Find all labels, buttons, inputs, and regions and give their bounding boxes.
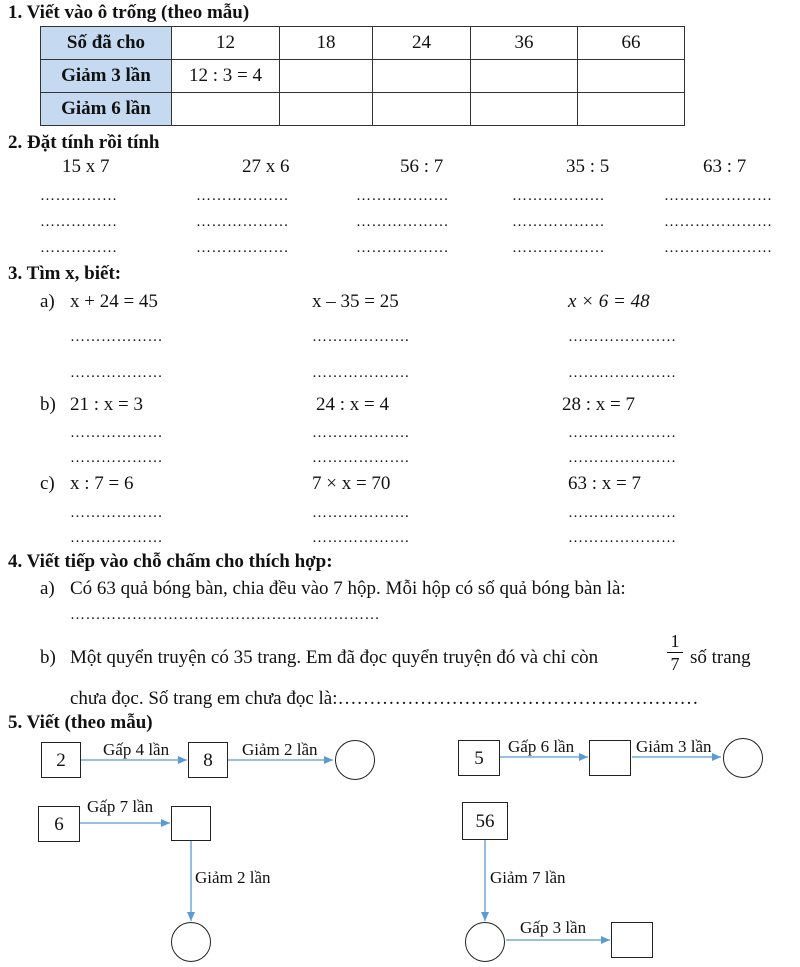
answer-circle[interactable] — [171, 922, 211, 962]
answer-dots[interactable]: ……………… — [196, 188, 289, 204]
answer-dots[interactable]: ………………. — [312, 365, 410, 381]
part-label-b: b) — [40, 647, 56, 668]
answer-dots[interactable]: ……………… — [70, 425, 163, 441]
operation-label: Gấp 3 lần — [520, 918, 587, 937]
equation: x : 7 = 6 — [70, 473, 134, 494]
answer-dots[interactable]: …………… — [40, 188, 118, 204]
answer-dots[interactable]: ……………… — [512, 214, 605, 230]
problem-1: 15 x 7 — [62, 156, 110, 177]
operation-label: Gấp 4 lần — [103, 740, 170, 759]
equation: 7 × x = 70 — [312, 473, 391, 494]
number-box: 6 — [38, 806, 80, 842]
row-header: Giảm 3 lần — [41, 60, 172, 93]
row-header: Giảm 6 lần — [41, 93, 172, 126]
answer-dots[interactable]: ……………… — [196, 214, 289, 230]
table-cell: 36 — [471, 27, 578, 60]
answer-box[interactable] — [611, 922, 653, 958]
answer-dots[interactable]: ……………… — [196, 240, 289, 256]
operation-label: Giảm 7 lần — [490, 868, 566, 887]
problem-3: 56 : 7 — [400, 156, 444, 177]
answer-circle[interactable] — [465, 922, 505, 962]
answer-circle[interactable] — [723, 738, 763, 778]
answer-dots[interactable]: …………… — [40, 214, 118, 230]
ex2-title: 2. Đặt tính rồi tính — [8, 132, 160, 153]
answer-dots[interactable]: ……………… — [70, 505, 163, 521]
problem-5: 63 : 7 — [703, 156, 747, 177]
operation-label: Gấp 7 lần — [87, 797, 154, 816]
answer-dots[interactable]: ………………… — [568, 425, 677, 441]
answer-dots[interactable]: …………………………………………………… — [70, 607, 380, 623]
problem-4: 35 : 5 — [566, 156, 610, 177]
answer-dots[interactable]: ……………… — [512, 188, 605, 204]
answer-dots[interactable]: ……………… — [70, 365, 163, 381]
row-header: Số đã cho — [41, 27, 172, 60]
answer-box[interactable] — [589, 740, 631, 776]
equation: 28 : x = 7 — [562, 394, 635, 415]
equation: 24 : x = 4 — [316, 394, 389, 415]
answer-dots[interactable]: ……………… — [356, 214, 449, 230]
answer-dots[interactable]: ………………. — [312, 425, 410, 441]
part-label-a: a) — [40, 291, 55, 312]
table-cell: 24 — [373, 27, 471, 60]
answer-dots[interactable]: ………………… — [568, 450, 677, 466]
equation: x + 24 = 45 — [70, 291, 158, 312]
operation-label: Giảm 2 lần — [242, 740, 318, 759]
answer-dots[interactable]: ……………… — [70, 530, 163, 546]
operation-label: Giảm 3 lần — [636, 737, 712, 756]
number-box: 2 — [41, 742, 81, 778]
number-box: 5 — [458, 740, 500, 776]
ex4-title: 4. Viết tiếp vào chỗ chấm cho thích hợp: — [8, 551, 333, 572]
answer-box[interactable] — [171, 806, 211, 841]
table-cell: 18 — [280, 27, 373, 60]
answer-dots[interactable]: ………………… — [568, 530, 677, 546]
operation-label: Gấp 6 lần — [508, 737, 575, 756]
word-problem-b: Một quyển truyện có 35 trang. Em đã đọc quyển truyện đó và chỉ còn — [70, 647, 599, 668]
ex5-title: 5. Viết (theo mẫu) — [8, 712, 153, 733]
fraction-denominator: 7 — [670, 654, 680, 674]
answer-dots[interactable]: …………… — [40, 240, 118, 256]
answer-dots[interactable]: ………………… — [568, 329, 677, 345]
table-cell: 66 — [578, 27, 685, 60]
table-cell: 12 : 3 = 4 — [172, 60, 280, 93]
answer-circle[interactable] — [335, 740, 375, 780]
answer-dots[interactable]: ……………… — [356, 240, 449, 256]
answer-dots[interactable]: ……………… — [70, 329, 163, 345]
word-problem-b-line2: chưa đọc. Số trang em chưa đọc là:………………………………………………… — [70, 688, 699, 709]
problem-2: 27 x 6 — [242, 156, 290, 177]
answer-dots[interactable]: ………………. — [312, 505, 410, 521]
answer-dots[interactable]: ………………… — [664, 214, 773, 230]
answer-dots[interactable]: ………………. — [312, 329, 410, 345]
number-box: 56 — [462, 802, 508, 840]
answer-dots[interactable]: ……………… — [356, 188, 449, 204]
word-problem-b-cont: số trang — [690, 647, 751, 668]
equation: x × 6 = 48 — [568, 291, 650, 312]
ex1-title: 1. Viết vào ô trống (theo mẫu) — [8, 2, 250, 23]
part-label-c: c) — [40, 473, 55, 494]
answer-dots[interactable]: ………………. — [312, 450, 410, 466]
answer-dots[interactable]: ………………… — [664, 188, 773, 204]
word-problem-a: Có 63 quả bóng bàn, chia đều vào 7 hộp. Mỗi hộp có số quả bóng bàn là: — [70, 578, 626, 599]
equation: x – 35 = 25 — [312, 291, 399, 312]
operation-label: Giảm 2 lần — [195, 868, 271, 887]
answer-dots[interactable]: ……………… — [70, 450, 163, 466]
answer-dots[interactable]: ………………… — [568, 505, 677, 521]
part-label-b: b) — [40, 394, 56, 415]
answer-dots[interactable]: ………………. — [312, 530, 410, 546]
answer-dots[interactable]: ……………… — [512, 240, 605, 256]
part-label-a: a) — [40, 578, 55, 599]
answer-dots[interactable]: ………………… — [568, 365, 677, 381]
equation: 21 : x = 3 — [70, 394, 143, 415]
number-box: 8 — [188, 742, 228, 778]
equation: 63 : x = 7 — [568, 473, 641, 494]
ex3-title: 3. Tìm x, biết: — [8, 263, 122, 284]
fraction-numerator: 1 — [670, 631, 680, 651]
answer-dots[interactable]: ………………… — [664, 240, 773, 256]
table-cell: 12 — [172, 27, 280, 60]
